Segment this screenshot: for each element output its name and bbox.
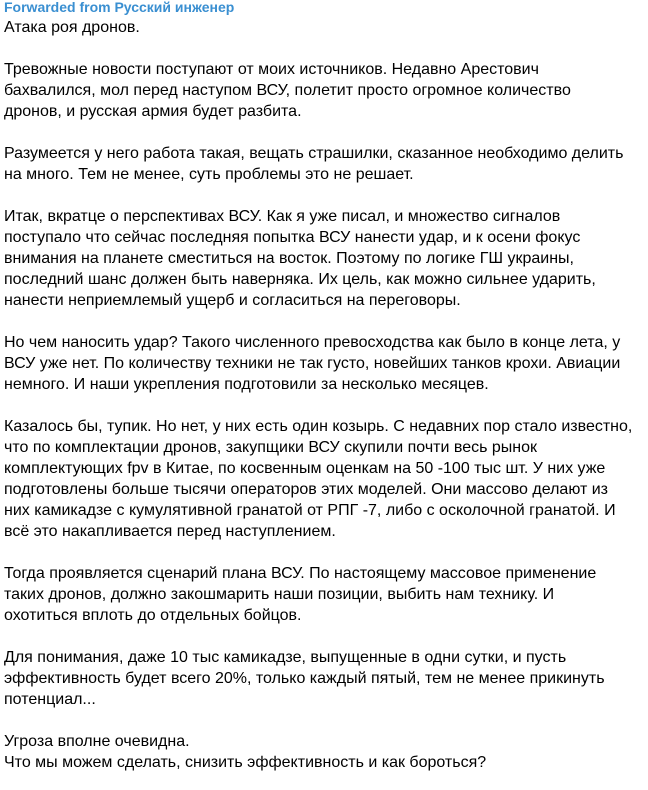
paragraph-line: Но чем наносить удар? Такого численного превосходства как было в конце лета, у <box>4 334 621 351</box>
paragraph-line: немного. И наши укрепления подготовили за несколько месяцев. <box>4 376 489 393</box>
paragraph-gap <box>4 185 642 206</box>
paragraph-line: внимания на планете сместиться на восток. Поэтому по логике ГШ украины, <box>4 250 574 267</box>
paragraph-line: таких дронов, должно закошмарить наши позиции, выбить нам технику. И <box>4 586 555 603</box>
paragraph-line: Для понимания, даже 10 тыс камикадзе, выпущенные в одни сутки, и пусть <box>4 649 567 666</box>
message-paragraph <box>4 563 642 626</box>
paragraph-line: что по комплектации дронов, закупщики ВСУ скупили почти весь рынок <box>4 439 538 456</box>
paragraph-line: потенциал... <box>4 691 96 708</box>
paragraph-line: Итак, вкратце о перспективах ВСУ. Как я уже писал, и множество сигналов <box>4 208 561 225</box>
paragraph-gap <box>4 395 642 416</box>
paragraph-line: эффективность будет всего 20%, только каждый пятый, тем не менее прикинуть <box>4 670 605 687</box>
forwarded-from-link[interactable]: Forwarded from Русский инженер <box>4 0 235 15</box>
paragraph-line: охотиться вплоть до отдельных бойцов. <box>4 607 302 624</box>
paragraph-line: всё это накапливается перед наступлением. <box>4 523 336 540</box>
message-title: Атака роя дронов. <box>4 19 140 36</box>
message-paragraph <box>4 647 642 710</box>
paragraph-gap <box>4 38 642 59</box>
paragraph-line: Угроза вполне очевидна. <box>4 733 190 750</box>
paragraph-line: дронов, и русская армия будет разбита. <box>4 103 302 120</box>
paragraph-line: Что мы можем сделать, снизить эффективность и как бороться? <box>4 754 487 771</box>
paragraph-line: Разумеется у него работа такая, вещать страшилки, сказанное необходимо делить <box>4 145 624 162</box>
paragraph-line: них камикадзе с кумулятивной гранатой от РПГ -7, либо с осколочной гранатой. И <box>4 502 616 519</box>
paragraph-line: нанести неприемлемый ущерб и согласиться на переговоры. <box>4 292 461 309</box>
paragraph-line: бахвалился, мол перед наступом ВСУ, полетит просто огромное количество <box>4 82 571 99</box>
message-body <box>4 59 642 773</box>
message-paragraph <box>4 332 642 395</box>
paragraph-line: на много. Тем не менее, суть проблемы это не решает. <box>4 166 414 183</box>
paragraph-line: Тогда проявляется сценарий плана ВСУ. По настоящему массовое применение <box>4 565 597 582</box>
paragraph-line: поступало что сейчас последняя попытка ВСУ нанести удар, и к осени фокус <box>4 229 581 246</box>
message-paragraph <box>4 143 642 185</box>
message-paragraph <box>4 59 642 122</box>
paragraph-line: ВСУ уже нет. По количеству техники не так густо, новейших танков крохи. Авиации <box>4 355 621 372</box>
message-paragraph <box>4 206 642 311</box>
paragraph-gap <box>4 626 642 647</box>
paragraph-line: комплектующих fpv в Китае, по косвенным оценкам на 50 -100 тыс шт. У них уже <box>4 460 606 477</box>
paragraph-line: Казалось бы, тупик. Но нет, у них есть один козырь. С недавних пор стало известно, <box>4 418 633 435</box>
paragraph-line: подготовлены больше тысячи операторов этих моделей. Они массово делают из <box>4 481 609 498</box>
paragraph-gap <box>4 122 642 143</box>
message-paragraph <box>4 416 642 542</box>
paragraph-gap <box>4 542 642 563</box>
paragraph-line: Тревожные новости поступают от моих источников. Недавно Арестович <box>4 61 539 78</box>
message-paragraph <box>4 731 642 773</box>
paragraph-line: последний шанс должен быть наверняка. Их цель, как можно сильнее ударить, <box>4 271 596 288</box>
paragraph-gap <box>4 311 642 332</box>
paragraph-gap <box>4 710 642 731</box>
